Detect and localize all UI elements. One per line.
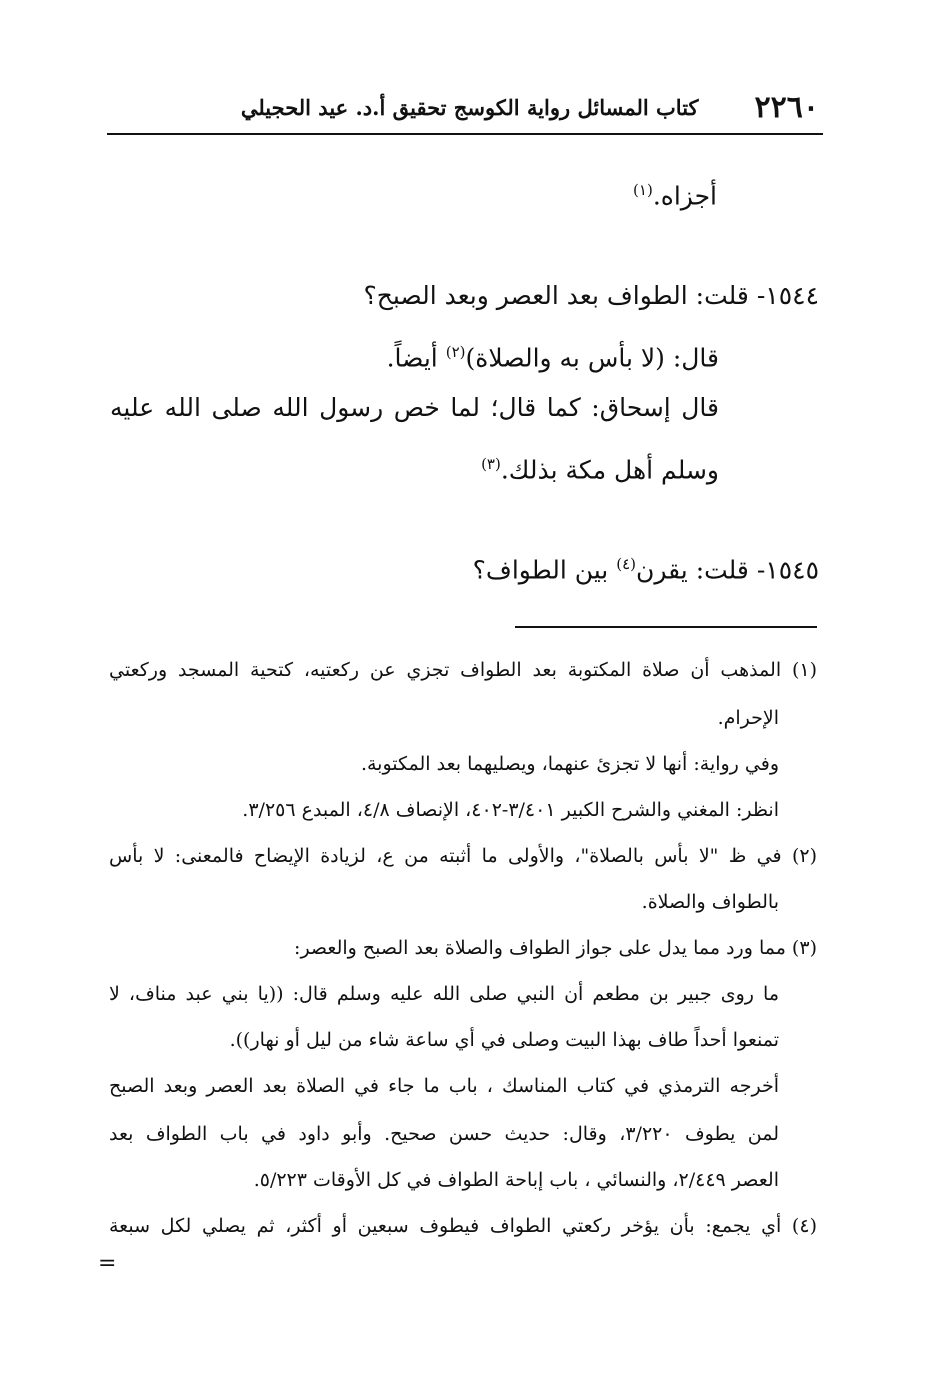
answer-tail: أيضاً. [386, 343, 446, 373]
running-title: كتاب المسائل رواية الكوسج تحقيق أ.د. عيد الحجيلي [240, 95, 699, 120]
footnote-1-line-1: (١) المذهب أن صلاة المكتوبة بعد الطواف تجزي عن ركعتيه، كتحية المسجد وركعتي [109, 659, 817, 681]
footnote-2-line-2: بالطواف والصلاة. [641, 891, 779, 913]
opening-text: أجزاه. [652, 181, 717, 211]
question-1545 [473, 544, 819, 590]
ishaq-line-2 [481, 444, 719, 490]
continuation-mark: = [98, 1251, 117, 1276]
footnote-2-line-1: (٢) في ظ "لا بأس بالصلاة"، والأولى ما أثبته من ع، لزيادة الإيضاح فالمعنى: لا بأس [109, 845, 817, 867]
footnote-1-line-4: انظر: المغني والشرح الكبير ٣/٤٠١-٤٠٢، الإنصاف ٤/٨، المبدع ٣/٢٥٦. [242, 799, 779, 821]
header-rule [107, 133, 823, 135]
footnote-3-line-6: العصر ٢/٤٤٩، والنسائي ، باب إباحة الطواف في كل الأوقات ٥/٢٢٣. [253, 1169, 779, 1191]
footnote-4-line-1: (٤) أي يجمع: بأن يؤخر ركعتي الطواف فيطوف سبعين أو أكثر، ثم يصلي لكل سبعة [109, 1215, 817, 1237]
footnote-separator [515, 626, 817, 628]
footnote-1-line-3: وفي رواية: أنها لا تجزئ عنهما، ويصليهما بعد المكتوبة. [360, 753, 779, 775]
ishaq-text: وسلم أهل مكة بذلك. [500, 455, 719, 485]
footnote-ref-2: (٢) [445, 343, 466, 361]
footnote-ref-4: (٤) [616, 555, 636, 573]
footnote-3-line-5: لمن يطوف ٣/٢٢٠، وقال: حديث حسن صحيح. وأبو داود في باب الطواف بعد [109, 1123, 780, 1145]
opening-line [633, 170, 717, 216]
question-1545-text: ١٥٤٥- قلت: يقرن [635, 555, 819, 585]
page-number: ٢٢٦٠ [754, 90, 819, 125]
answer-1544 [387, 332, 719, 378]
answer-text: قال: (لا بأس به والصلاة) [465, 343, 719, 373]
footnote-ref-1: (١) [633, 181, 653, 199]
question-1545-tail: بين الطواف؟ [472, 555, 617, 585]
footnote-3-line-3: تمنعوا أحداً طاف بهذا البيت وصلى في أي ساعة شاء من ليل أو نهار)). [229, 1029, 779, 1051]
footnote-3-line-2: ما روى جبير بن مطعم أن النبي صلى الله عليه وسلم قال: ((يا بني عبد مناف، لا [109, 983, 779, 1005]
running-header [107, 88, 819, 128]
footnote-3-line-4: أخرجه الترمذي في كتاب المناسك ، باب ما جاء في الصلاة بعد العصر وبعد الصبح [109, 1075, 779, 1097]
question-1544: ١٥٤٤- قلت: الطواف بعد العصر وبعد الصبح؟ [363, 281, 819, 310]
footnote-ref-3: (٣) [481, 455, 501, 473]
ishaq-line-1: قال إسحاق: كما قال؛ لما خص رسول الله صلى الله عليه [110, 393, 719, 422]
footnote-1-line-2: الإحرام. [717, 707, 779, 729]
footnote-3-line-1: (٣) مما ورد مما يدل على جواز الطواف والصلاة بعد الصبح والعصر: [294, 937, 817, 959]
